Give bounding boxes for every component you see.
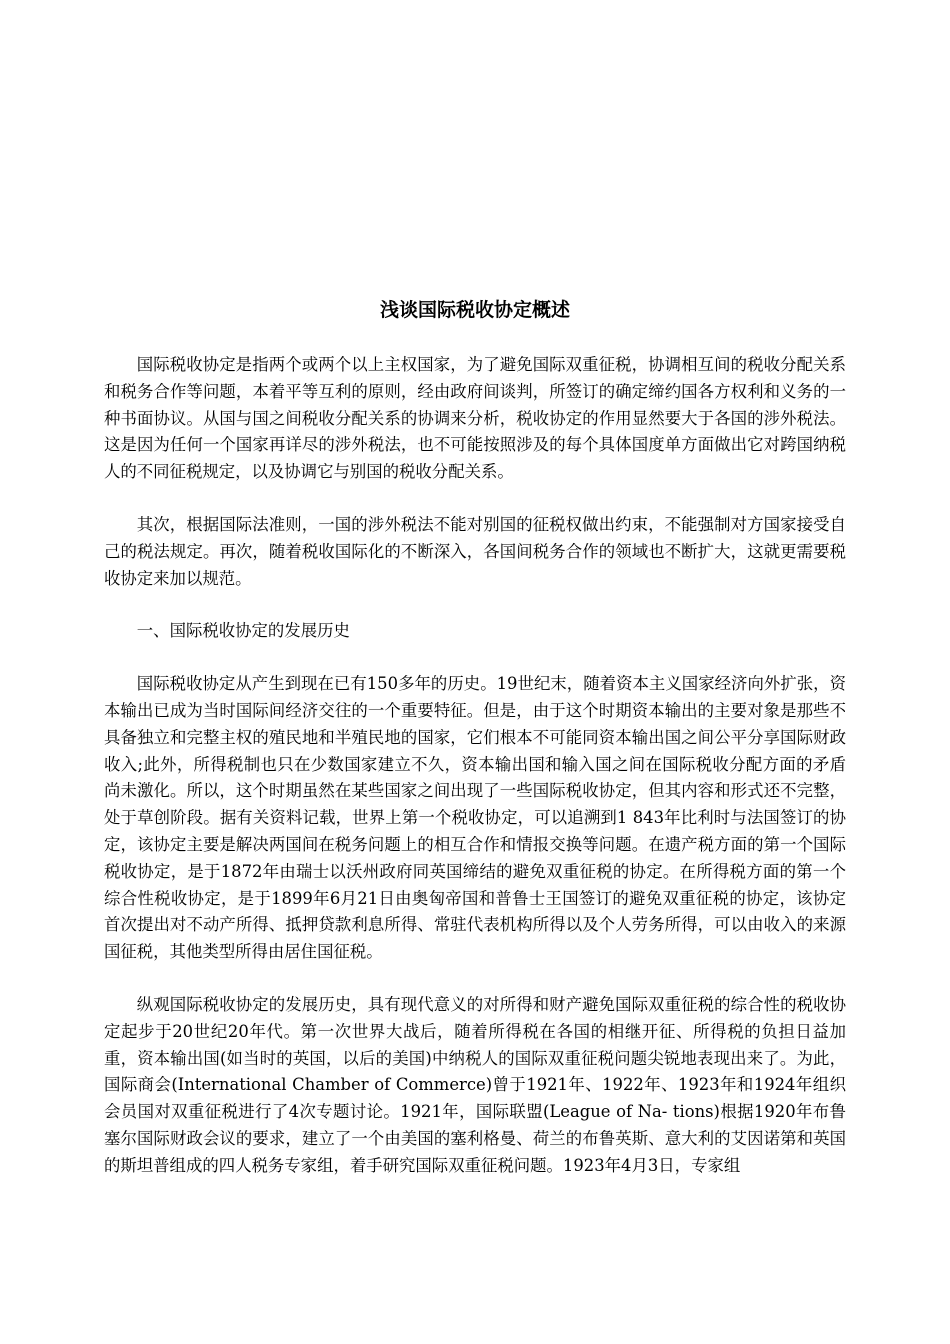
document-body <box>104 352 846 1206</box>
paragraph-history-origin: 国际税收协定从产生到现在已有150多年的历史。19世纪末，随着资本主义国家经济向外扩张，资本输出已成为当时国际间经济交往的一个重要特征。但是，由于这个时期资本输出的主要对象是那些不具备独立和完整主权的殖民地和半殖民地的国家，它们根本不可能同资本输出国之间公平分享国际财政收入;此外，所得税制也只在少数国家建立不久，资本输出国和输入国之间在国际税收分配方面的矛盾尚未激化。所以，这个时期虽然在某些国家之间出现了一些国际税收协定，但其内容和形式还不完整，处于草创阶段。据有关资料记载，世界上第一个税收协定，可以追溯到1 843年比利时与法国签订的协定，该协定主要是解决两国间在税务问题上的相互合作和情报交换等问题。在遗产税方面的第一个国际税收协定，是于1872年由瑞士以沃州政府同英国缔结的避免双重征税的协定。在所得税方面的第一个综合性税收协定，是于1899年6月21日由奥匈帝国和普鲁士王国签订的避免双重征税的协定，该协定首次提出对不动产所得、抵押贷款利息所得、常驻代表机构所得以及个人劳务所得，可以由收入的来源国征税，其他类型所得由居住国征税。 <box>104 674 846 962</box>
document-title: 浅谈国际税收协定概述 <box>379 299 570 321</box>
paragraph-definition: 国际税收协定是指两个或两个以上主权国家，为了避免国际双重征税，协调相互间的税收分配关系和税务合作等问题，本着平等互利的原则，经由政府间谈判，所签订的确定缔约国各方权利和义务的一种书面协议。从国与国之间税收分配关系的协调来分析，税收协定的作用显然要大于各国的涉外税法。这是因为任何一个国家再详尽的涉外税法，也不可能按照涉及的每个具体国度单方面做出它对跨国纳税人的不同征税规定，以及协调它与别国的税收分配关系。 <box>104 355 846 482</box>
section-heading-history: 一、国际税收协定的发展历史 <box>136 621 350 641</box>
paragraph-international-law: 其次，根据国际法准则，一国的涉外税法不能对别国的征税权做出约束，不能强制对方国家接受自己的税法规定。再次，随着税收国际化的不断深入，各国间税务合作的领域也不断扩大，这就更需要税收协定来加以规范。 <box>104 514 846 588</box>
paragraph-history-modern: 纵观国际税收协定的发展历史，具有现代意义的对所得和财产避免国际双重征税的综合性的税收协定起步于20世纪20年代。第一次世界大战后，随着所得税在各国的相继开征、所得税的负担日益加重，资本输出国(如当时的英国，以后的美国)中纳税人的国际双重征税问题尖锐地表现出来了。为此，国际商会(International Chamber of Commerce)曾于1921年、1922年、1923年和1924年组织会员国对双重征税进行了4次专题讨论。1921年，国际联盟(League of Na- tions)根据1920年布鲁塞尔国际财政会议的要求，建立了一个由美国的塞利格曼、荷兰的布鲁英斯、意大利的艾因诺第和英国的斯坦普组成的四人税务专家组，着手研究国际双重征税问题。1923年4月3日，专家组 <box>104 994 846 1175</box>
